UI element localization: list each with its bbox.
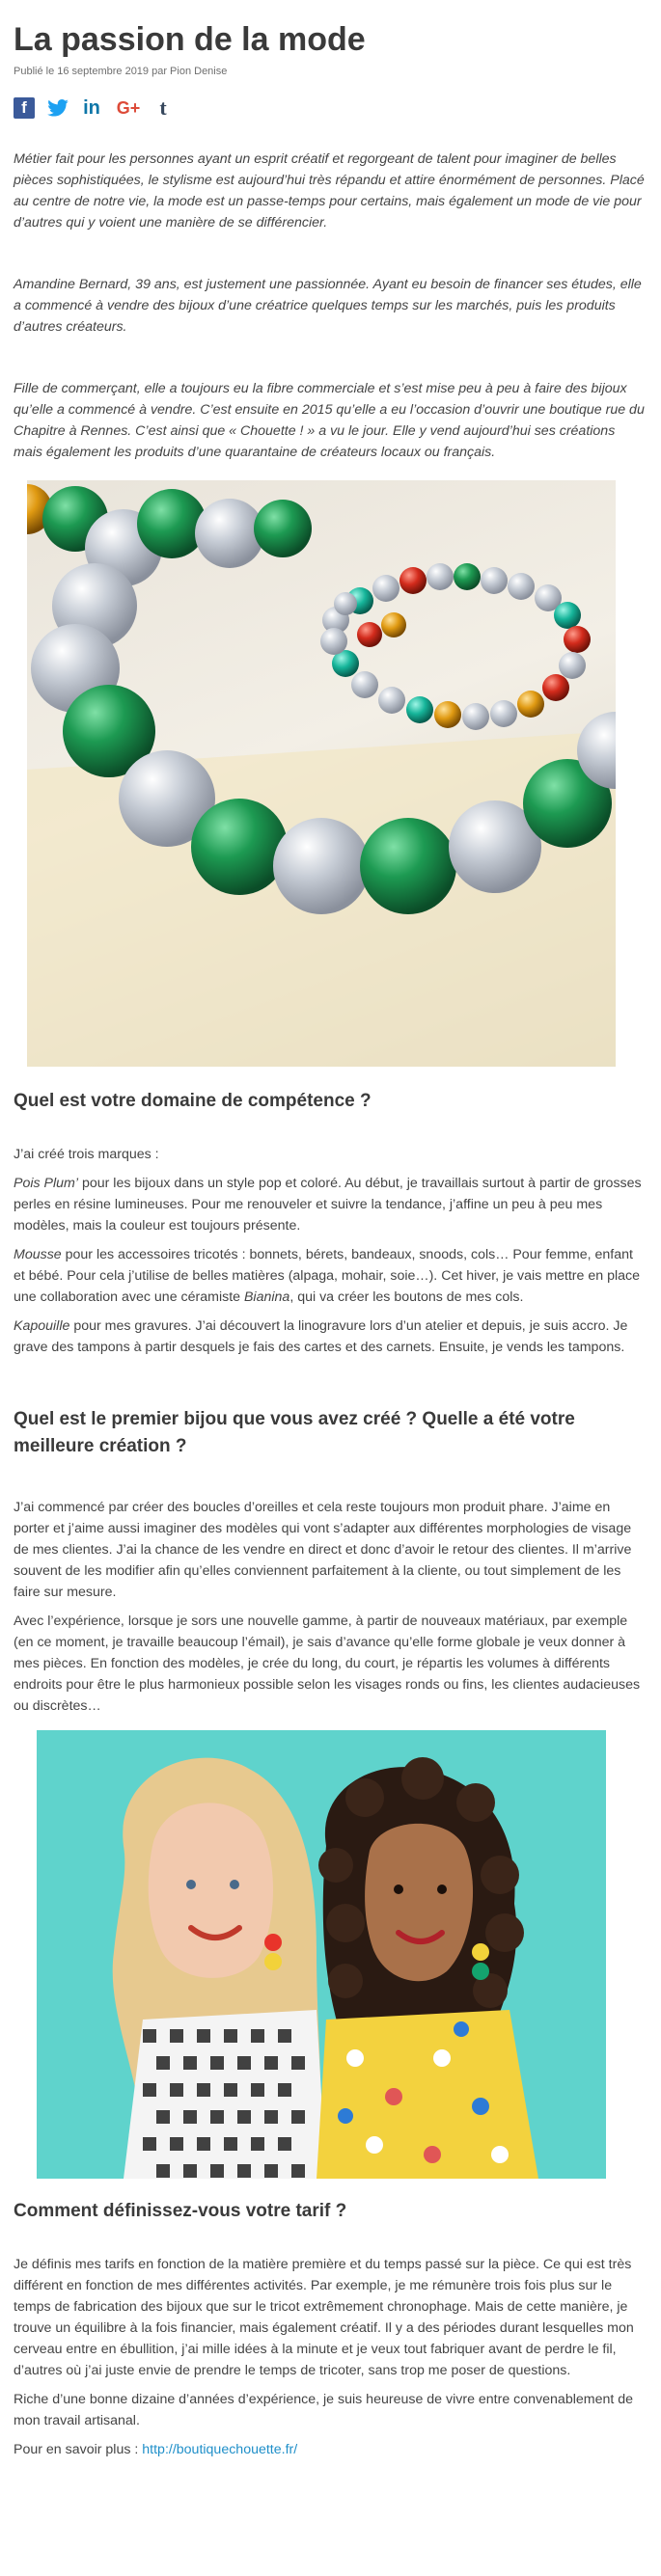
body-paragraph: J’ai créé trois marques : [14,1147,159,1162]
intro-paragraph: Amandine Bernard, 39 ans, est justement une passionnée. Ayant eu besoin de financer ses études, elle a commencé à vendre des bijoux d’une créatrice quelques temps sur les marchés, puis les produits d’autres créateurs. [14,277,642,335]
linkedin-icon[interactable]: in [83,96,100,119]
body-paragraph: Avec l’expérience, lorsque je sors une nouvelle gamme, à partir de nouveaux matériaux, par exemple (en ce moment, je travaille beaucoup l’émail), je sais d’avance qu’elle forme globale je veux donner à mes pièces. En fonction des modèles, je crée du long, du court, je répartis les volumes à différents endroits pour être le plus harmonieux possible selon les visages ronds ou fins, les clientes audacieuses ou discrètes… [14,1613,641,1714]
article-end [0,2198,661,2460]
facebook-icon[interactable]: f [14,97,35,119]
share-bar [14,95,647,122]
body-paragraph: Je définis mes tarifs en fonction de la matière première et du temps passé sur la pièce. Ce qui est très différent en fonction de mes différentes activités. Par exemple, je me rémunère trois fois plus sur le temps de fabrication des bijoux que sur le tricot extrêmement chronophage. Mais de cette manière, je trouve un équilibre à la fois financier, mais également créatif. Il y a des périodes durant lesquelles mon cerveau entre en ébullition, j’ai mille idées à la minute et je veux tout fabriquer avant de perdre le fil, d’autres où j’ai juste envie de prendre le temps de tricoter, sans trop me poser de questions. [14,2257,634,2378]
brand-description: pour les bijoux dans un style pop et coloré. Au début, je travaillais surtout à partir de grosses perles en résine lumineuses. Pour me renouveler et suivre la tendance, j’affine un peu à peu mes modèles, mais la couleur est toujours présente. [14,1176,642,1234]
intro-paragraph: Métier fait pour les personnes ayant un esprit créatif et regorgeant de talent pour imaginer de belles pièces sophistiquées, le stylisme est aujourd’hui très répandu et attire énormément de personnes. Placé au centre de notre vie, la mode est un passe-temps pour certains, mais également un mode de vie pour d’autres qui y voient une manière de se différencier. [14,151,645,230]
intro-paragraph: Fille de commerçant, elle a toujours eu la fibre commerciale et s’est mise peu à peu à faire des bijoux qu’elle a commencé à vendre. C’est ensuite en 2015 qu’elle a eu l’occasion d’ouvrir une boutique rue du Chapitre à Rennes. C’est ainsi que « Chouette ! » a vu le jour. Elle y vend aujourd’hui ses créations mais également les produits d’une quarantaine de créateurs locaux ou français. [14,381,645,460]
section-heading: Quel est votre domaine de compétence ? [14,1091,372,1111]
brand-description: pour mes gravures. J’ai découvert la linogravure lors d’un atelier et depuis, je suis accro. Je grave des tampons à partir desquels je fais des cartes et des carnets. Ensuite, je vends les tampons. [14,1318,628,1355]
article-continued [0,1088,661,1717]
brand-name: Pois Plum’ [14,1176,79,1191]
brand-paragraph-pois-plum [14,1173,647,1236]
page-title: La passion de la mode [14,21,366,58]
brand-name: Mousse [14,1247,62,1262]
brand-paragraph-mousse [14,1244,647,1308]
tumblr-icon[interactable]: t [159,95,167,120]
section-heading: Comment définissez-vous votre tarif ? [14,2201,347,2221]
post-meta: Publié le 16 septembre 2019 par Pion Denise [14,66,228,77]
body-paragraph: Riche d’une bonne dizaine d’années d’expérience, je suis heureuse de vivre entre convenablement de mon travail artisanal. [14,2392,634,2428]
google-plus-icon[interactable]: G+ [116,97,141,118]
ceramist-name: Bianina [243,1289,290,1305]
more-info-label: Pour en savoir plus : [14,2442,143,2457]
boutique-link[interactable]: http://boutiquechouette.fr/ [142,2442,298,2457]
brand-description: pour les accessoires tricotés : bonnets, bérets, bandeaux, snoods, cols… Pour femme, enfant et bébé. Pour cela j’utilise de belles matières (alpaga, mohair, soie…). Cet hiver, je vais mettre en place une collaboration avec une céramiste [14,1247,641,1305]
twitter-icon[interactable] [46,97,69,119]
section-heading: Quel est le premier bijou que vous avez créé ? Quelle a été votre meilleure création ? [14,1409,575,1456]
brand-paragraph-kapouille [14,1315,647,1358]
brand-description: , qui va créer les boutons de mes cols. [289,1289,524,1305]
portrait-photo [37,1730,606,2179]
brand-name: Kapouille [14,1318,70,1334]
necklace-photo [27,480,616,1067]
article [0,0,661,463]
more-info [14,2439,647,2460]
body-paragraph: J’ai commencé par créer des boucles d’oreilles et cela reste toujours mon produit phare. J’aime en porter et j’aime aussi imaginer des modèles qui vont s’adapter aux différentes morphologies de visage de mes clientes. J’ai la chance de les vendre en direct et donc d’avoir le retour des clientes. Il m’arrive souvent de les modifier afin qu’elles conviennent parfaitement à la cliente, ou tout simplement de les faire sur mesure. [14,1500,632,1600]
